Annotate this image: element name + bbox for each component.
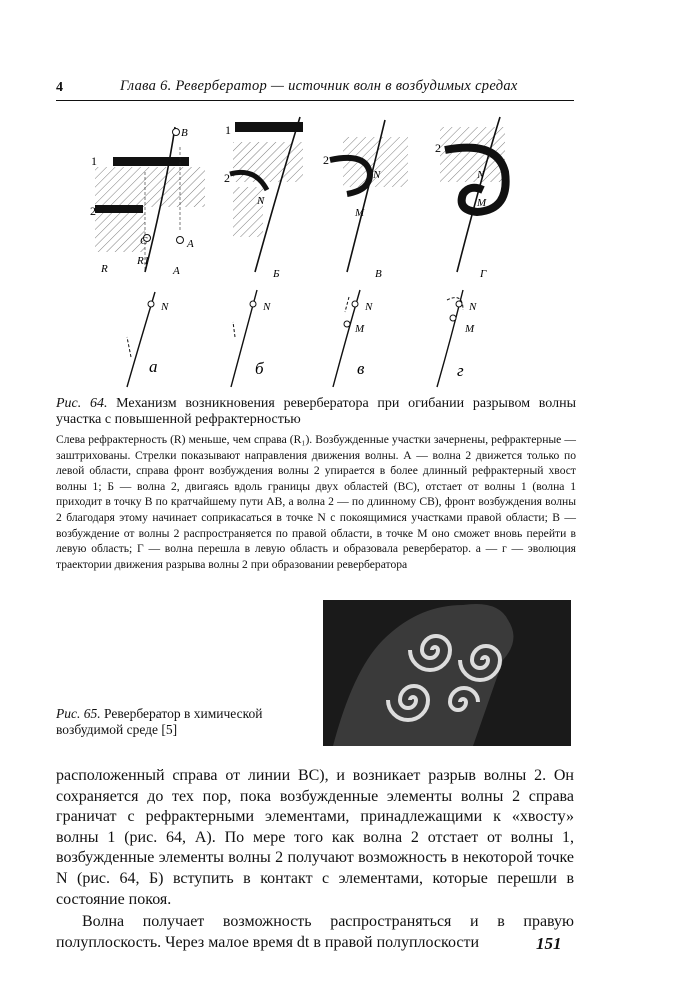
point-m-g: M (477, 197, 487, 209)
wave-label-2-v: 2 (323, 153, 329, 167)
wave-label-1-a: 1 (91, 154, 97, 168)
wave-label-2-b: 2 (224, 171, 230, 185)
point-m-lower-g: M (465, 323, 475, 335)
figure-65-text: Ревербератор в химической возбудимой среде [5] (56, 706, 263, 737)
figure-64-title: Механизм возникновения ревербератора при огибании разрывом волны участка с повышенной рефрактерностью (56, 396, 576, 427)
point-n-lower-a: N (161, 301, 169, 313)
panel-b (224, 117, 303, 280)
panel-v (323, 120, 408, 280)
wave-label-2-a: 2 (90, 204, 96, 218)
panel-a (90, 127, 205, 277)
body-text (56, 766, 574, 953)
point-c: C (140, 235, 148, 247)
running-title: Глава 6. Ревербератор — источник волн в возбудимых средах (120, 78, 518, 94)
point-m-lower-v: M (355, 323, 365, 335)
point-n-b: N (257, 195, 265, 207)
point-n-g: N (477, 169, 485, 181)
figure-65-label: Рис. 65. (56, 706, 101, 721)
figure-64-label: Рис. 64. (56, 396, 108, 411)
panel-v-lower (333, 290, 373, 387)
panel-label-a: А (173, 265, 180, 277)
region-r: R (101, 263, 108, 275)
panel-g (435, 117, 506, 280)
figure-65-photo (323, 600, 571, 746)
panel-b-lower (231, 290, 271, 387)
figure-64-diagram (85, 112, 580, 392)
panel-g-lower (437, 290, 477, 387)
point-n-lower-b: N (263, 301, 271, 313)
wave-label-1-b: 1 (225, 123, 231, 137)
point-n-lower-g: N (469, 301, 477, 313)
panel-label-g: Г (480, 268, 487, 280)
point-n-lower-v: N (365, 301, 373, 313)
page-number: 151 (536, 934, 562, 953)
wave-label-2-g: 2 (435, 141, 441, 155)
sub-label-b: б (255, 359, 264, 378)
figure-64-caption (56, 396, 576, 572)
figure-64-caption-title (56, 396, 576, 428)
header-mark: 4 (56, 80, 63, 95)
point-n-v: N (373, 169, 381, 181)
running-header (56, 78, 574, 101)
sub-label-g: г (457, 361, 464, 380)
figure-65-caption (56, 706, 306, 738)
paragraph-2: Волна получает возможность распространяться и в правую полуплоскость. Через малое время dt в правой полуплоскости (56, 913, 574, 951)
point-b: B (181, 127, 188, 139)
sub-label-a: а (149, 357, 158, 376)
paragraph-1: расположенный справа от линии BC), и возникает разрыв волны 2. Он сохраняется до тех пор, пока возбужденные элементы волны 2 справа граничат с рефрактерными элементами, принадлежащими к «хвосту» волны 1 (рис. 64, А). По мере того как волна 2 отстает от волны 1, возбужденные элементы волны 2 получают возможность в некоторой точке N (рис. 64, Б) вступить в контакт с элементами, которые перешли в состояние покоя. (56, 767, 574, 908)
panel-label-b: Б (273, 268, 280, 280)
sub-label-v: в (357, 359, 365, 378)
panel-a-lower (127, 292, 169, 387)
point-m-v: M (355, 207, 365, 219)
region-r1: R1 (137, 255, 150, 267)
panel-label-v: В (375, 268, 382, 280)
point-a: A (187, 238, 194, 250)
figure-64-caption-body: Слева рефрактерность (R) меньше, чем справа (R₁). Возбужденные участки зачернены, рефрактерные — заштрихованы. Стрелки показывают направления движения волны. А — волна 2 движется только по левой области, справа фронт возбуждения волны 2 упирается в более длинный рефрактерный хвост волны 1; Б — волна 2, двигаясь вдоль границы двух областей (BC), отстает от волны 1 (волна 1 приходит в точку B по кратчайшему пути AB, а волна 2 — по длинному CB), фронт возбуждения волны 2 благодаря этому начинает соприкасаться в точке N с покоящимися участками правой области; В — возбуждение от волны 2 распространяется по правой области, в точке M оно сможет вновь перейти в левую область; Г — волна перешла в левую область и образовала ревербератор. а — г — эволюция траектории движения разрыва волны 2 при образовании ревербератора (56, 433, 576, 571)
